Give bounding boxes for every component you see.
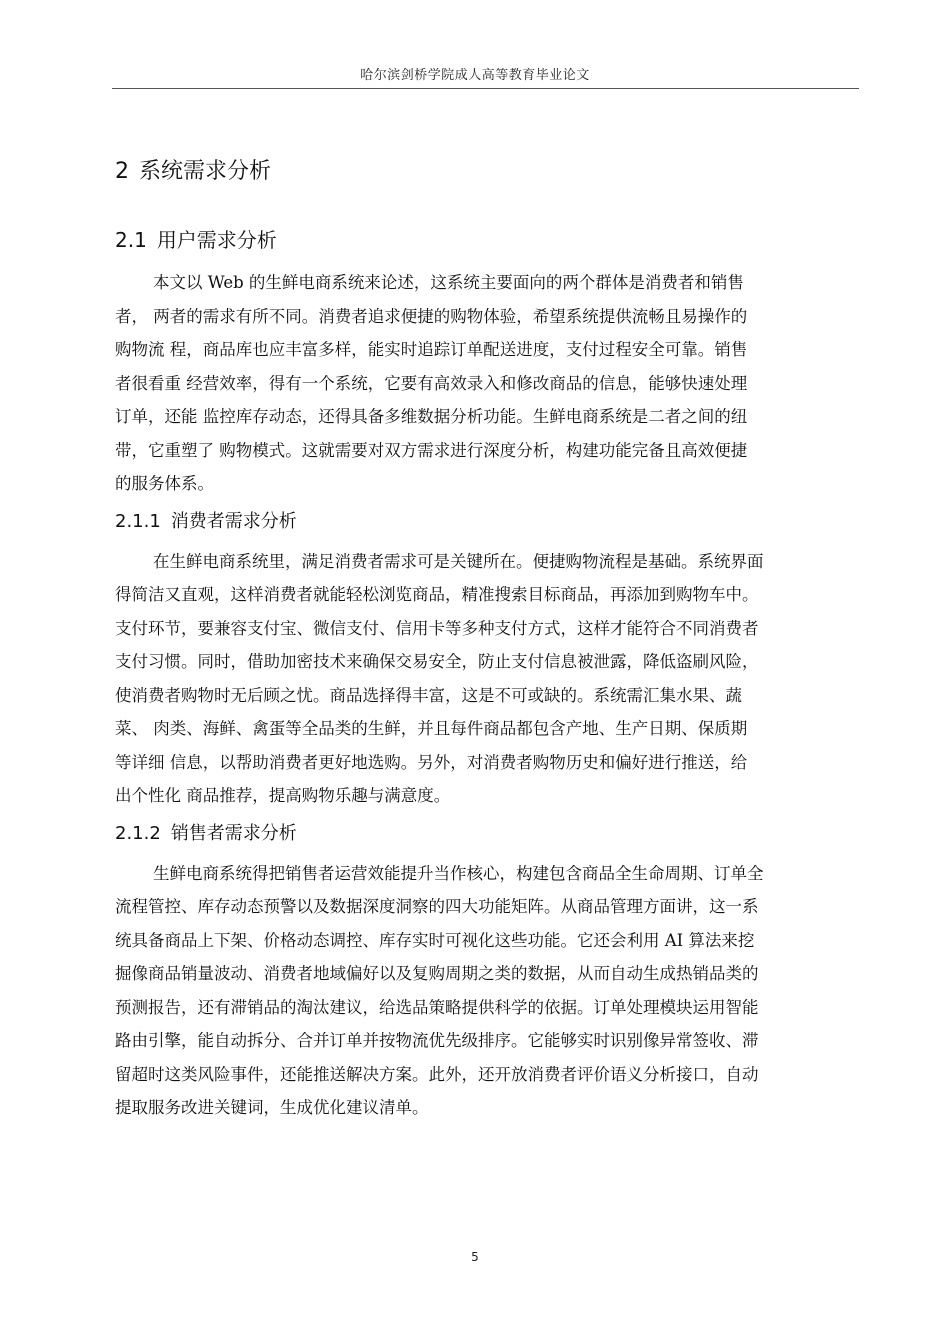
paragraph-line: 订单，还能 监控库存动态，还得具备多维数据分析功能。生鲜电商系统是二者之间的纽	[115, 407, 748, 426]
paragraph-line: 支付环节，要兼容支付宝、微信支付、信用卡等多种支付方式，这样才能符合不同消费者	[115, 618, 759, 638]
paragraph-line: 出个性化 商品推荐，提高购物乐趣与满意度。	[115, 786, 451, 805]
paragraph-line: 使消费者购物时无后顾之忧。商品选择得丰富，这是不可或缺的。系统需汇集水果、蔬	[115, 685, 742, 705]
section-heading-2-1	[115, 220, 857, 260]
paragraph-user-requirements	[115, 266, 857, 501]
page-number: 5	[471, 1250, 479, 1264]
chapter-title: 系统需求分析	[139, 159, 272, 184]
paragraph-line: 的服务体系。	[115, 474, 214, 493]
chapter-number: 2	[115, 159, 129, 184]
paragraph-line: 者， 两者的需求有所不同。消费者追求便捷的购物体验，希望系统提供流畅且易操作的	[115, 306, 748, 326]
paragraph-line: 在生鲜电商系统里，满足消费者需求可是关键所在。便捷购物流程是基础。系统界面	[153, 551, 764, 571]
paragraph-line: 掘像商品销量波动、消费者地域偏好以及复购周期之类的数据，从而自动生成热销品类的	[115, 964, 759, 983]
paragraph-line: 提取服务改进关键词，生成优化建议清单。	[115, 1098, 429, 1117]
paragraph-line: 者很看重 经营效率，得有一个系统，它要有高效录入和修改商品的信息，能够快速处理	[115, 373, 748, 393]
paragraph-line: 路由引擎，能自动拆分、合并订单并按物流优先级排序。它能够实时识别像异常签收、滞	[115, 1031, 759, 1050]
paragraph-line: 带，它重塑了 购物模式。这就需要对双方需求进行深度分析，构建功能完备且高效便捷	[115, 440, 748, 460]
paragraph-line: 统具备商品上下架、价格动态调控、库存实时可视化这些功能。它还会利用 AI 算法来挖	[115, 930, 755, 950]
section-title: 销售者需求分析	[170, 822, 297, 844]
paragraph-line: 得简洁又直观，这样消费者就能轻松浏览商品，精准搜索目标商品，再添加到购物车中。	[115, 585, 759, 604]
paragraph-seller-requirements	[115, 857, 857, 1125]
paragraph-line: 等详细 信息，以帮助消费者更好地选购。另外，对消费者购物历史和偏好进行推送，给	[115, 752, 748, 772]
paragraph-line: 预测报告，还有滞销品的淘汰建议，给选品策略提供科学的依据。订单处理模块运用智能	[115, 997, 759, 1017]
section-title: 消费者需求分析	[170, 510, 297, 532]
paragraph-line: 本文以 Web 的生鲜电商系统来论述，这系统主要面向的两个群体是消费者和销售	[153, 273, 744, 292]
section-number: 2.1.2	[115, 822, 161, 844]
paragraph-line: 购物流 程，商品库也应丰富多样，能实时追踪订单配送进度，支付过程安全可靠。销售	[115, 340, 748, 359]
chapter-heading	[115, 150, 857, 194]
paragraph-line: 留超时这类风险事件，还能推送解决方案。此外，还开放消费者评价语义分析接口，自动	[115, 1064, 759, 1084]
header-divider	[112, 88, 859, 89]
section-number: 2.1.1	[115, 510, 161, 532]
paragraph-consumer-requirements	[115, 545, 857, 813]
section-number: 2.1	[115, 228, 147, 252]
page-content	[115, 150, 857, 1125]
paragraph-line: 流程管控、库存动态预警以及数据深度洞察的四大功能矩阵。从商品管理方面讲，这一系	[115, 897, 759, 916]
section-title: 用户需求分析	[156, 228, 277, 252]
section-heading-2-1-2	[115, 817, 857, 851]
paragraph-line: 支付习惯。同时，借助加密技术来确保交易安全，防止支付信息被泄露，降低盗刷风险，	[115, 652, 759, 671]
running-header: 哈尔滨剑桥学院成人高等教育毕业论文	[360, 68, 590, 83]
section-heading-2-1-1	[115, 505, 857, 539]
paragraph-line: 菜、 肉类、海鲜、禽蛋等全品类的生鲜，并且每件商品都包含产地、生产日期、保质期	[115, 719, 748, 738]
paragraph-line: 生鲜电商系统得把销售者运营效能提升当作核心，构建包含商品全生命周期、订单全	[153, 863, 764, 883]
